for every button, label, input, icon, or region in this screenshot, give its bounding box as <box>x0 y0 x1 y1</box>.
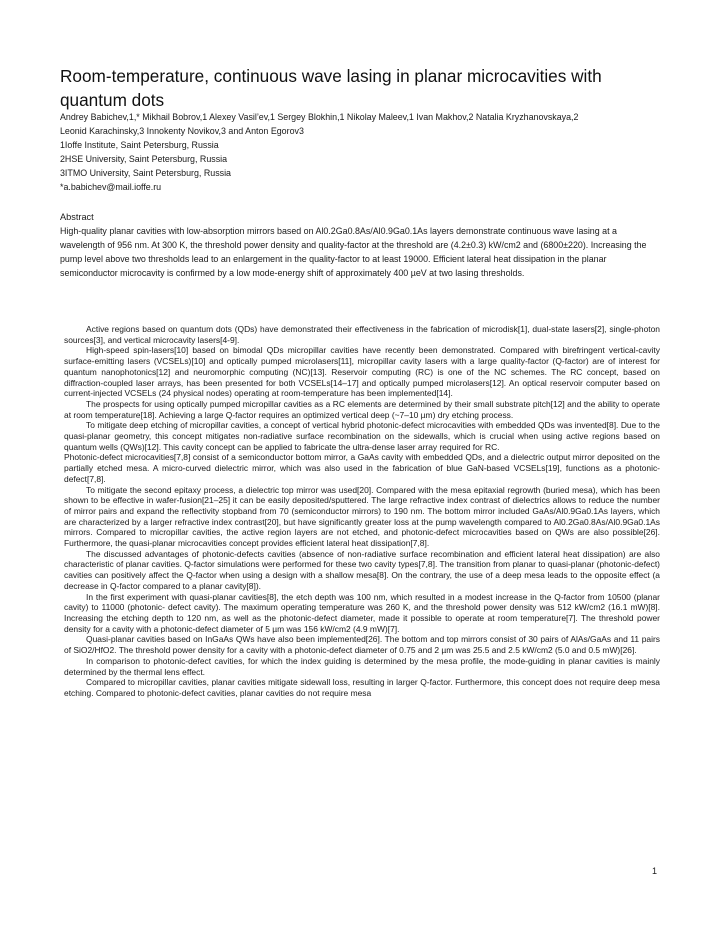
abstract-text: High-quality planar cavities with low-absorption mirrors based on Al0.2Ga0.8As/Al0.9Ga0.1As layers demonstrate continuous wave lasing at a wavelength of 956 nm. At 300 K, the threshold power density and quality-factor at the threshold are (4.2±0.3) kW/cm2 and (6800±220). Increasing the pump level above two thresholds lead to an enlargement in the quality-factor to at least 19000. Efficient lateral heat dissipation in the planar semiconductor microcavity is confirmed by a low mode-energy shift of approximately 400 µeV at two lasing thresholds. <box>60 226 647 278</box>
body-paragraph: The discussed advantages of photonic-defects cavities (absence of non-radiative surface recombination and efficient lateral heat dissipation) are also characteristic of planar cavities. Q-factor simulations were performed for these two cavity types[7,8]. The transition from planar to quasi-planar (photonic-defect) cavities can positively affect the Q-factor when using a design with a shallow mesa[8]. On the contrary, the use of a deep mesa leads to the opposite effect (a decrease in Q-factor compared to a planar cavity[8]). <box>64 548 660 591</box>
affiliation-line: 2HSE University, Saint Petersburg, Russia <box>60 154 228 164</box>
body-paragraph: To mitigate the second epitaxy process, a dielectric top mirror was used[20]. Compared with the mesa epitaxial regrowth (buried mesa), which has been shown to be effective in wafer-fusion[21–25] it can be easily deposited/sputtered. The large refractive index contrast of dielectrics allows to reduce the number of mirror pairs and expand the reflectivity stopband from 70 (semiconductor mirrors) to 190 nm. The bottom mirror included GaAs/Al0.9Ga0.1As layers, which are characterized by a larger refractive index contrast[20], but have significantly greater loss at the pump wavelength compared to Al0.2Ga0.8As/Al0.9Ga0.1As mirrors. Compared to micropillar cavities, the active region layers are not etched, and photonic-defect microcavities based on QWs are also possible[26]. Furthermore, the quasi-planar microcavities concept provides efficient lateral heat dissipation[7,8]. <box>64 484 660 549</box>
body-paragraph: In comparison to photonic-defect cavities, for which the index guiding is determined by the mesa profile, the mode-guiding in planar cavities is mainly determined by the thermal lens effect. <box>64 655 660 677</box>
abstract-heading: Abstract <box>60 212 94 222</box>
author-line: Leonid Karachinsky,3 Innokenty Novikov,3 and Anton Egorov3 <box>60 126 304 136</box>
paper-title: Room-temperature, continuous wave lasing in planar microcavities with quantum dots <box>60 66 602 110</box>
body-paragraph: Photonic-defect microcavities[7,8] consist of a semiconductor bottom mirror, a GaAs cavity with embedded QDs, and a dielectric output mirror deposited on the partially etched mesa. A micro-curved dielectric mirror, which was also used in the fabrication of blue GaN-based VCSELs[19], functions as a photonic-defect[7,8]. <box>64 452 660 484</box>
author-block <box>60 110 670 194</box>
affiliation-line: 1Ioffe Institute, Saint Petersburg, Russia <box>60 140 219 150</box>
body-paragraph: Quasi-planar cavities based on InGaAs QWs have also been implemented[26]. The bottom and top mirrors consist of 30 pairs of AlAs/GaAs and 11 pairs of SiO2/HfO2. The threshold power density for a cavity with a photonic-defect diameter of 0.75 and 2 µm was 25.5 and 2.5 kW/cm2 (5.0 and 0.5 mW)[26]. <box>64 634 660 656</box>
body-paragraph: In the first experiment with quasi-planar cavities[8], the etch depth was 100 nm, which resulted in a modest increase in the Q-factor from 10500 (planar cavity) to 11000 (photonic- defect cavity). The maximum operating temperature was 260 K, and the threshold power density was 512 kW/cm2 (16.1 mW)[8]. Increasing the etching depth to 120 nm, as well as the photonic-defect diameter, made it possible to operate at room temperature[7]. The threshold power density for a cavity with a photonic-defect diameter of 5 µm was 156 kW/cm2 (4.9 mW)[7]. <box>64 591 660 634</box>
body-paragraph: High-speed spin-lasers[10] based on bimodal QDs micropillar cavities have recently been demonstrated. Compared with birefringent vertical-cavity surface-emitting lasers (VCSELs)[10] and optically pumped microlasers[11], micropillar cavity lasers with a large quality-factor (Q-factor) are of interest for quantum nanophotonics[12] and neuromorphic computing (NC)[13]. Reservoir computing (RC) is one of the NC schemes. The RC concept, based on diffraction-coupled laser arrays, has been presented for both VCSELs[14–17] and optically pumped microlasers[12]. An optical reservoir computer based on current-injected VCSELs (24 physical nodes) operating at room-temperature has been implemented[14]. <box>64 345 660 399</box>
body-paragraph: Compared to micropillar cavities, planar cavities mitigate sidewall loss, resulting in larger Q-factor. Furthermore, this concept does not require deep mesa etching. Compared to photonic-defect cavities, planar cavities do not require mesa <box>64 677 660 698</box>
corresponding-email: *a.babichev@mail.ioffe.ru <box>60 182 162 192</box>
body-paragraph: To mitigate deep etching of micropillar cavities, a concept of vertical hybrid photonic-defect microcavities with embedded QDs was invented[8]. Due to the quasi-planar geometry, this concept mitigates non-radiative surface recombination on the sidewalls, which is crucial when using active regions based on quantum wells (QWs)[12]. This cavity concept can be applied to fabricate the ultra-dense laser array required for RC. <box>64 420 660 452</box>
body-paragraph: The prospects for using optically pumped micropillar cavities as a RC elements are determined by their small substrate pitch[12] and the ability to operate at room temperature[18]. Achieving a large Q-factor requires an optimized vertical deep (~7–10 µm) dry etching process. <box>64 398 660 420</box>
author-line: Andrey Babichev,1,* Mikhail Bobrov,1 Alexey Vasil’ev,1 Sergey Blokhin,1 Nikolay Maleev,1 Ivan Makhov,2 Natalia Kryzhanovskaya,2 <box>60 112 579 122</box>
body-paragraph: Active regions based on quantum dots (QDs) have demonstrated their effectiveness in the fabrication of microdisk[1], dual-state lasers[2], single-photon sources[3], and vertical microcavity lasers[4-9]. <box>64 324 660 345</box>
affiliation-line: 3ITMO University, Saint Petersburg, Russia <box>60 168 231 178</box>
page-number: 1 <box>652 866 658 876</box>
body-text <box>64 324 660 699</box>
